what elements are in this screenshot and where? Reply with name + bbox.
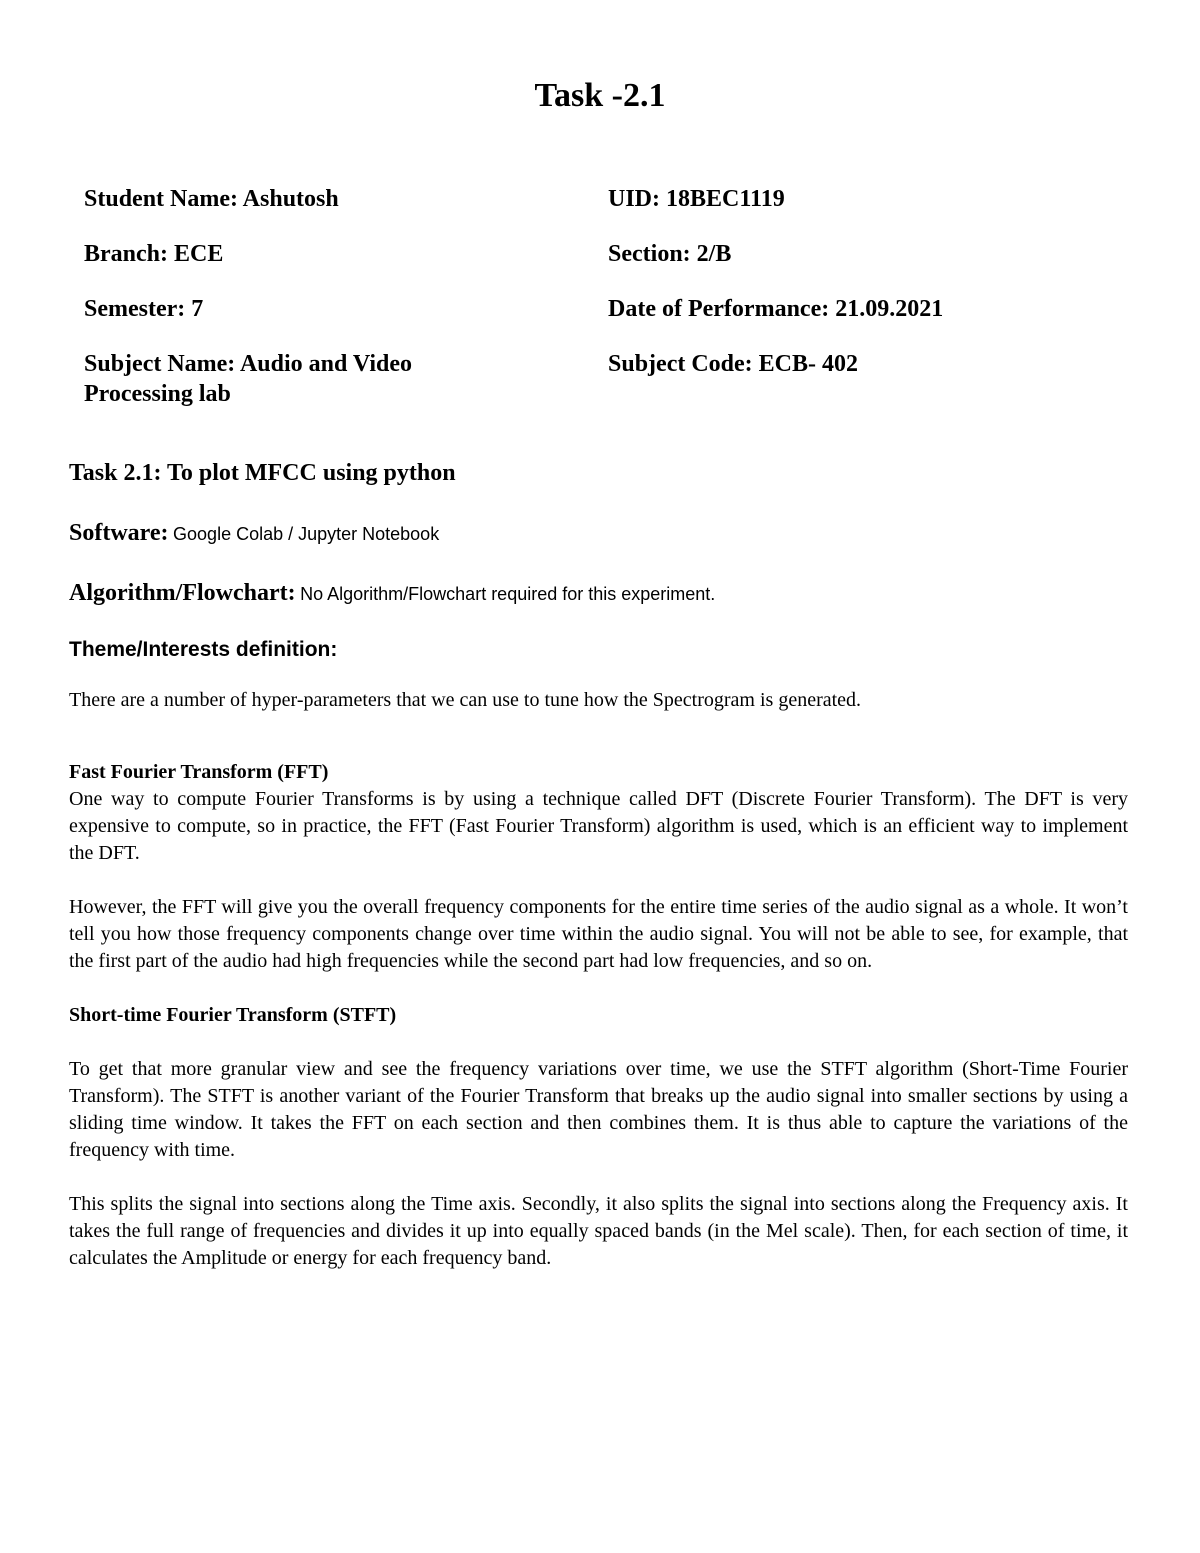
info-row-name [84,184,1124,214]
info-row-branch [84,239,1124,269]
student-info-grid [84,184,1124,409]
fft-paragraph-1: One way to compute Fourier Transforms is by using a technique called DFT (Discrete Fourier Transform). The DFT is very expensive to compute, so in practice, the FFT (Fast Fourier Transform) algorithm is used, which is an efficient way to implement the DFT. [69,788,1128,864]
student-name: Student Name: Ashutosh [84,186,339,212]
subject-name [84,349,608,409]
stft-heading: Short-time Fourier Transform (STFT) [69,1004,397,1026]
section: Section: 2/B [608,241,732,267]
theme-intro: There are a number of hyper-parameters that we can use to tune how the Spectrogram is generated. [69,689,862,711]
algorithm-label: Algorithm/Flowchart: [69,580,296,606]
info-row-subject [84,349,1124,409]
theme-heading: Theme/Interests definition: [69,638,338,661]
algorithm-line [69,577,1128,610]
stft-paragraph-2: This splits the signal into sections along the Time axis. Secondly, it also splits the signal into sections along the Frequency axis. It takes the full range of frequencies and divides it up into equally spaced bands (in the Mel scale). Then, for each section of time, it calculates the Amplitude or energy for each frequency band. [69,1193,1128,1269]
stft-paragraph-1: To get that more granular view and see the frequency variations over time, we use the STFT algorithm (Short-Time Fourier Transform). The STFT is another variant of the Fourier Transform that breaks up the audio signal into smaller sections by using a sliding time window. It takes the FFT on each section and then combines them. It is thus able to capture the variations of the frequency with time. [69,1058,1128,1161]
software-label: Software: [69,520,169,546]
fft-paragraph-2: However, the FFT will give you the overall frequency components for the entire time series of the audio signal as a whole. It won’t tell you how those frequency components change over time within the audio signal. You will not be able to see, for example, that the first part of the audio had high frequencies while the second part had low frequencies, and so on. [69,896,1128,972]
semester: Semester: 7 [84,296,204,322]
software-value: Google Colab / Jupyter Notebook [173,524,440,544]
document-body [69,456,1128,1272]
page-title: Task -2.1 [534,77,666,114]
uid: UID: 18BEC1119 [608,186,785,212]
algorithm-value: No Algorithm/Flowchart required for this experiment. [300,584,716,604]
subject-code: Subject Code: ECB- 402 [608,351,858,377]
subject-name-line1: Subject Name: Audio and Video [84,351,413,377]
date-of-performance: Date of Performance: 21.09.2021 [608,296,944,322]
fft-heading: Fast Fourier Transform (FFT) [69,761,329,783]
task-heading: Task 2.1: To plot MFCC using python [69,460,456,486]
software-line [69,517,1128,550]
branch: Branch: ECE [84,241,224,267]
subject-name-line2: Processing lab [84,381,231,407]
info-row-semester [84,294,1124,324]
